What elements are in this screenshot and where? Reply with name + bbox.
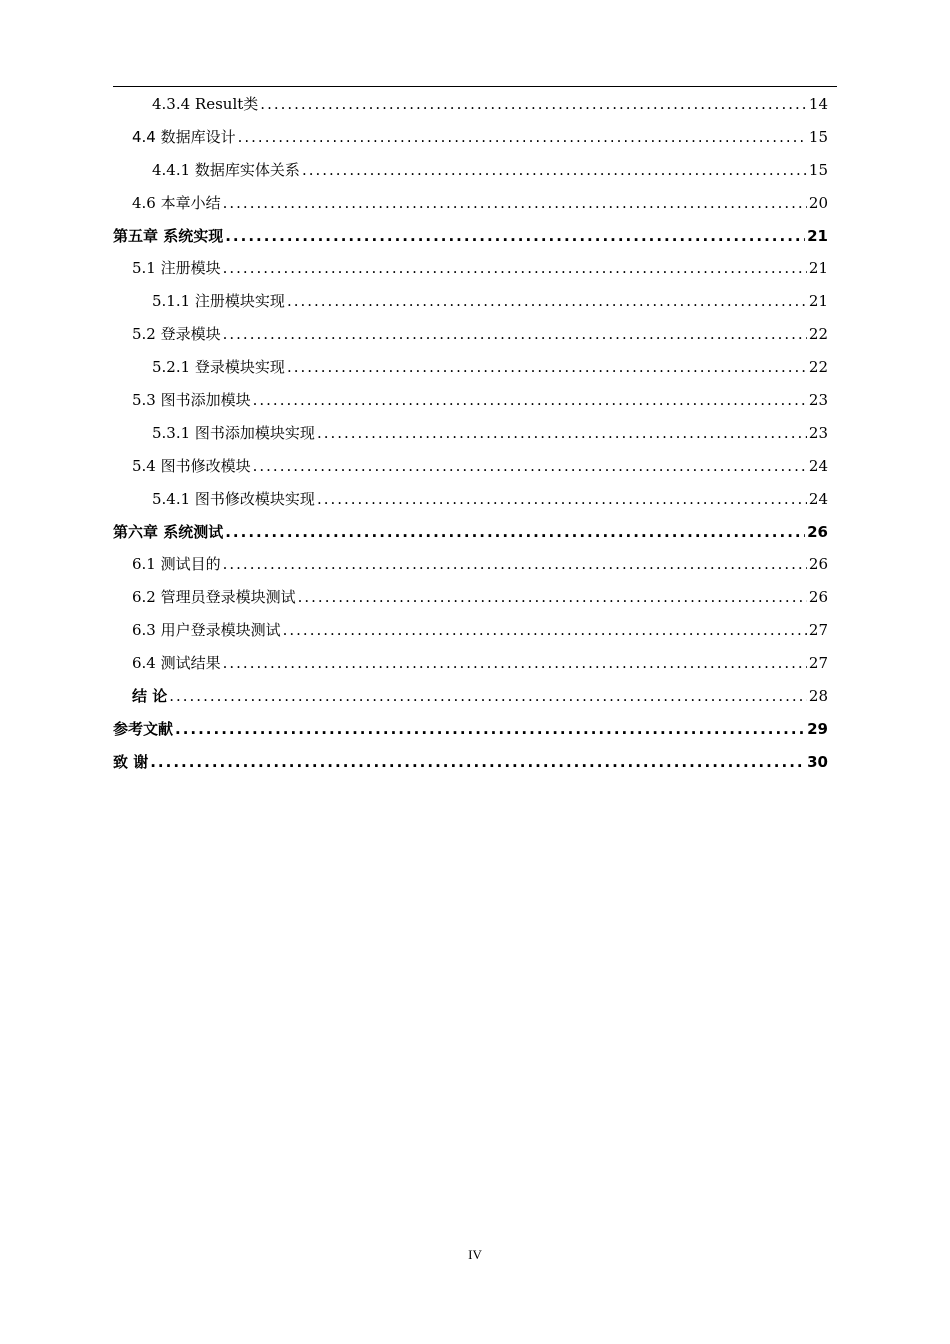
toc-entry[interactable] <box>113 450 828 483</box>
toc-leader-dots <box>223 548 807 581</box>
toc-entry-title: 结 论 <box>132 687 168 706</box>
toc-leader-dots <box>225 516 805 549</box>
table-of-contents <box>113 88 828 779</box>
toc-leader-dots <box>317 417 807 450</box>
toc-entry-title: 5.3 图书添加模块 <box>132 391 251 410</box>
toc-entry-title: 6.2 管理员登录模块测试 <box>132 588 296 607</box>
header-rule <box>113 86 837 87</box>
toc-leader-dots <box>223 647 807 680</box>
toc-entry-page: 20 <box>808 193 828 212</box>
toc-entry-page: 21 <box>807 226 828 245</box>
toc-entry-page: 23 <box>808 423 828 442</box>
toc-entry-title: 4.6 本章小结 <box>132 193 221 212</box>
toc-entry-title: 5.4 图书修改模块 <box>132 456 251 475</box>
toc-entry[interactable] <box>113 88 828 121</box>
toc-entry[interactable] <box>113 680 828 713</box>
toc-entry-title: 第六章 系统测试 <box>113 522 224 541</box>
toc-entry-page: 26 <box>807 522 828 541</box>
toc-entry-page: 23 <box>808 391 828 410</box>
toc-entry-title: 第五章 系统实现 <box>113 226 224 245</box>
toc-entry-page: 21 <box>808 292 828 311</box>
toc-leader-dots <box>287 351 807 384</box>
toc-leader-dots <box>238 121 807 154</box>
toc-entry-title: 6.4 测试结果 <box>132 654 221 673</box>
toc-entry-page: 26 <box>808 555 828 574</box>
toc-entry-title: 5.2.1 登录模块实现 <box>152 358 285 377</box>
toc-entry[interactable] <box>113 121 828 154</box>
toc-entry-page: 24 <box>808 456 828 475</box>
toc-entry[interactable] <box>113 746 828 779</box>
toc-entry-title: 6.3 用户登录模块测试 <box>132 621 281 640</box>
toc-leader-dots <box>317 483 807 516</box>
toc-leader-dots <box>175 713 805 746</box>
toc-entry[interactable] <box>113 614 828 647</box>
toc-entry-title: 5.3.1 图书添加模块实现 <box>152 423 315 442</box>
toc-entry-title: 4.4.1 数据库实体关系 <box>152 160 300 179</box>
toc-entry[interactable] <box>113 187 828 220</box>
toc-leader-dots <box>302 154 807 187</box>
toc-leader-dots <box>223 187 807 220</box>
toc-entry-title: 6.1 测试目的 <box>132 555 221 574</box>
toc-leader-dots <box>253 450 807 483</box>
toc-entry[interactable] <box>113 647 828 680</box>
toc-entry-title: 4.4 数据库设计 <box>132 127 236 146</box>
toc-leader-dots <box>223 252 807 285</box>
toc-entry-page: 21 <box>808 259 828 278</box>
toc-entry-page: 15 <box>808 127 828 146</box>
toc-entry-page: 26 <box>808 588 828 607</box>
toc-entry-page: 24 <box>808 489 828 508</box>
toc-leader-dots <box>223 318 807 351</box>
toc-leader-dots <box>260 88 807 121</box>
toc-leader-dots <box>253 384 807 417</box>
toc-entry-title: 致 谢 <box>113 752 149 771</box>
toc-entry-page: 14 <box>808 95 828 113</box>
toc-entry-page: 30 <box>807 752 828 771</box>
toc-entry-title: 4.3.4 Result类 <box>152 95 259 113</box>
toc-entry-title: 5.2 登录模块 <box>132 325 221 344</box>
toc-leader-dots <box>225 220 805 253</box>
toc-entry[interactable] <box>113 516 828 549</box>
toc-entry-page: 29 <box>807 719 828 738</box>
toc-entry-page: 15 <box>808 160 828 179</box>
toc-entry[interactable] <box>113 483 828 516</box>
toc-entry[interactable] <box>113 417 828 450</box>
toc-entry-page: 28 <box>808 687 828 706</box>
toc-entry[interactable] <box>113 548 828 581</box>
toc-entry-title: 5.4.1 图书修改模块实现 <box>152 489 315 508</box>
page-number: IV <box>468 1247 482 1262</box>
toc-entry[interactable] <box>113 220 828 253</box>
toc-entry[interactable] <box>113 351 828 384</box>
toc-leader-dots <box>169 680 807 713</box>
toc-entry[interactable] <box>113 384 828 417</box>
toc-entry[interactable] <box>113 252 828 285</box>
toc-entry[interactable] <box>113 581 828 614</box>
toc-leader-dots <box>283 614 807 647</box>
toc-entry-page: 27 <box>808 621 828 640</box>
toc-leader-dots <box>298 581 807 614</box>
toc-entry-title: 5.1.1 注册模块实现 <box>152 292 285 311</box>
toc-leader-dots <box>287 285 807 318</box>
toc-entry-page: 27 <box>808 654 828 673</box>
toc-entry[interactable] <box>113 285 828 318</box>
toc-entry-page: 22 <box>808 325 828 344</box>
toc-leader-dots <box>150 746 805 779</box>
toc-entry-page: 22 <box>808 358 828 377</box>
toc-entry[interactable] <box>113 154 828 187</box>
toc-entry-title: 5.1 注册模块 <box>132 259 221 278</box>
toc-entry[interactable] <box>113 713 828 746</box>
toc-entry[interactable] <box>113 318 828 351</box>
toc-entry-title: 参考文献 <box>113 719 174 738</box>
